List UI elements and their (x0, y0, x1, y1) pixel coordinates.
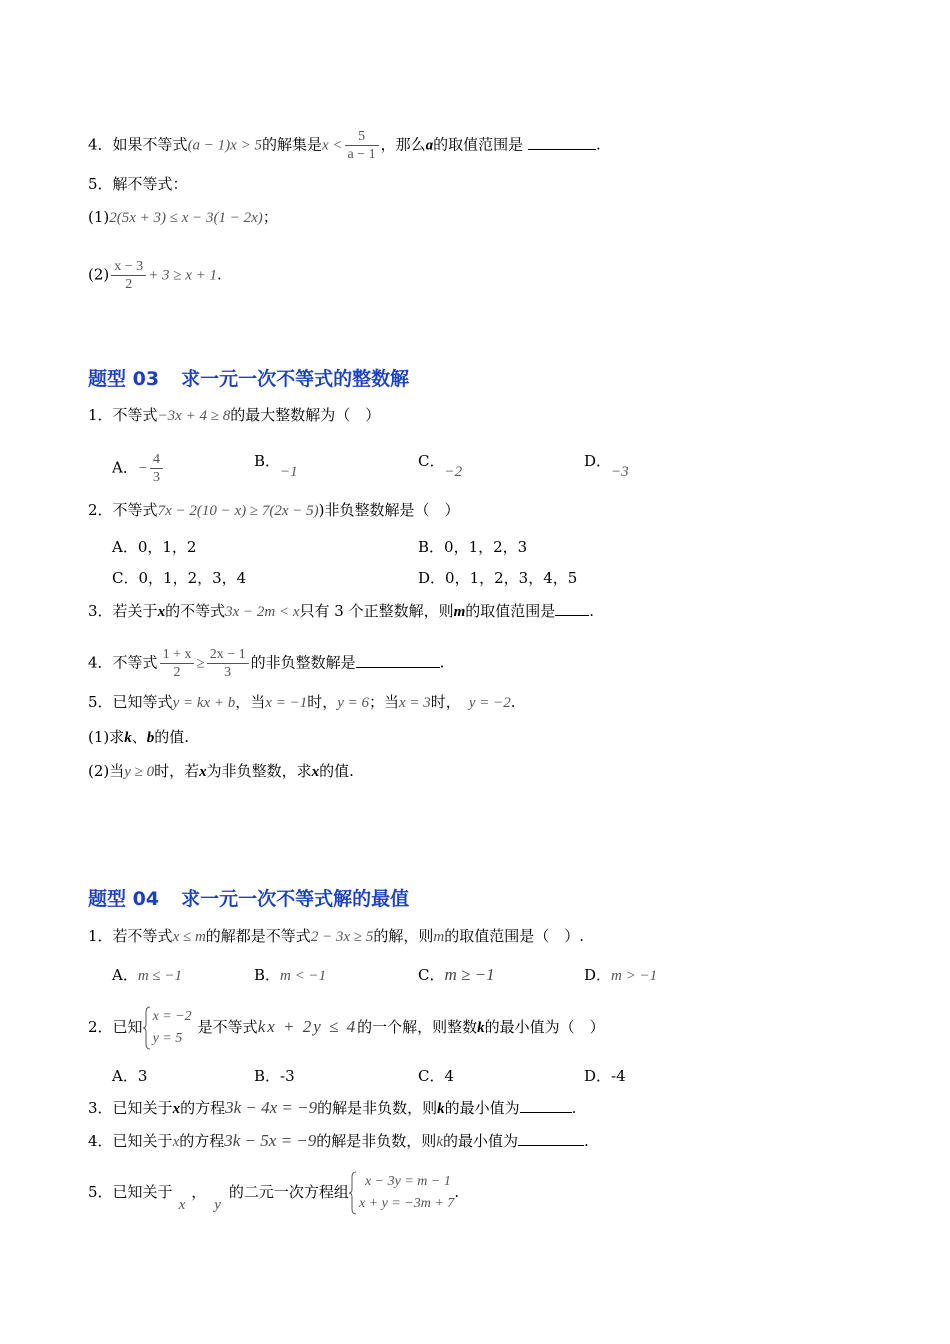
s03-q1-option-d[interactable]: D．−3 (584, 452, 629, 480)
answer-blank[interactable] (518, 1131, 584, 1146)
s04-q2-option-d[interactable]: D．-4 (584, 1067, 626, 1085)
s04-q2-option-b[interactable]: B．-3 (254, 1067, 295, 1085)
s04-q1-option-b[interactable]: B．m < −1 (254, 966, 327, 984)
brace-icon (349, 1171, 357, 1215)
brace-icon (143, 1006, 151, 1050)
s02-q5: 5．解不等式： (88, 175, 188, 193)
s04-q3: 3．已知关于x的方程3k − 4x = −9的解是非负数，则k的最小值为 . (88, 1098, 577, 1117)
s03-q5-part2: (2)当y ≥ 0时，若x为非负整数，求x的值. (88, 762, 354, 780)
section-heading-03: 题型 03 求一元一次不等式的整数解 (88, 368, 410, 390)
s03-q1: 1．不等式−3x + 4 ≥ 8的最大整数解为（ ） (88, 406, 381, 424)
s02-q5-part2: (2) $\frac{x - 3}{2}$ + 3 ≥ x + 1. (88, 259, 222, 292)
answer-blank[interactable] (356, 653, 440, 668)
s04-q5: 5．已知关于x，y的二元一次方程组 x − 3y = m − 1 x + y = −3m + 7 . (88, 1170, 459, 1215)
equation-system: x − 3y = m − 1 x + y = −3m + 7 (349, 1171, 454, 1215)
s03-q2-option-d[interactable]: D．0，1，2，3，4，5 (418, 569, 578, 587)
s04-q1-option-c[interactable]: C．m ≥ −1 (418, 965, 495, 984)
s03-q2-option-b[interactable]: B．0，1，2，3 (418, 538, 528, 556)
s02-q4: 4．如果不等式(a − 1)x > 5的解集是x < $\frac{5}{a - 1}$ ，那么a的取值范围是 . (88, 129, 601, 162)
s02-q5-part1: (1)2(5x + 3) ≤ x − 3(1 − 2x)； (88, 208, 278, 226)
answer-blank[interactable] (555, 601, 589, 616)
answer-blank[interactable] (528, 135, 596, 150)
s03-q4: 4．不等式 $\frac{1 + x}{2}$ ≥ $\frac{2x - 1}{3}$ 的非负整数解是 . (88, 647, 445, 680)
s03-q2-option-c[interactable]: C．0，1，2，3，4 (112, 569, 247, 587)
s03-q1-option-a[interactable]: A．− $\frac{4}{3}$ (112, 451, 165, 486)
s03-q1-option-c[interactable]: C．−2 (418, 452, 463, 480)
s03-q3: 3．若关于x的不等式3x − 2m < x只有 3 个正整数解，则m的取值范围是 . (88, 602, 595, 620)
s04-q2: 2．已知 x = −2 y = 5 是不等式kx + 2y ≤ 4的一个解，则整数k的最小值为（ ） (88, 1006, 605, 1050)
fraction: $\frac{5}{a - 1}$ (345, 128, 379, 163)
section-heading-04: 题型 04 求一元一次不等式解的最值 (88, 888, 410, 910)
s03-q5-part1: (1)求k、b的值. (88, 728, 190, 746)
s04-q1: 1．若不等式x ≤ m的解都是不等式2 − 3x ≥ 5的解，则m的取值范围是（ ）. (88, 927, 584, 945)
equation-system: x = −2 y = 5 (143, 1006, 192, 1050)
s04-q2-option-a[interactable]: A．3 (112, 1067, 148, 1085)
s03-q2: 2．不等式7x − 2(10 − x) ≥ 7(2x − 5))非负整数解是（ ） (88, 501, 460, 519)
s04-q4: 4．已知关于x的方程3k − 5x = −9的解是非负数，则k的最小值为 . (88, 1131, 589, 1150)
math-inequality: (a − 1)x > 5 (187, 137, 262, 154)
s04-q2-option-c[interactable]: C．4 (418, 1067, 455, 1085)
s04-q1-option-d[interactable]: D．m > −1 (584, 966, 658, 984)
s03-q1-option-b[interactable]: B．−1 (254, 452, 298, 480)
answer-blank[interactable] (520, 1098, 572, 1113)
s03-q2-option-a[interactable]: A．0，1，2 (112, 538, 197, 556)
fraction: $\frac{x - 3}{2}$ (111, 258, 146, 293)
s03-q5: 5．已知等式y = kx + b，当x = −1时，y = 6；当x = 3时， y = −2. (88, 693, 516, 711)
s04-q1-option-a[interactable]: A．m ≤ −1 (112, 966, 183, 984)
